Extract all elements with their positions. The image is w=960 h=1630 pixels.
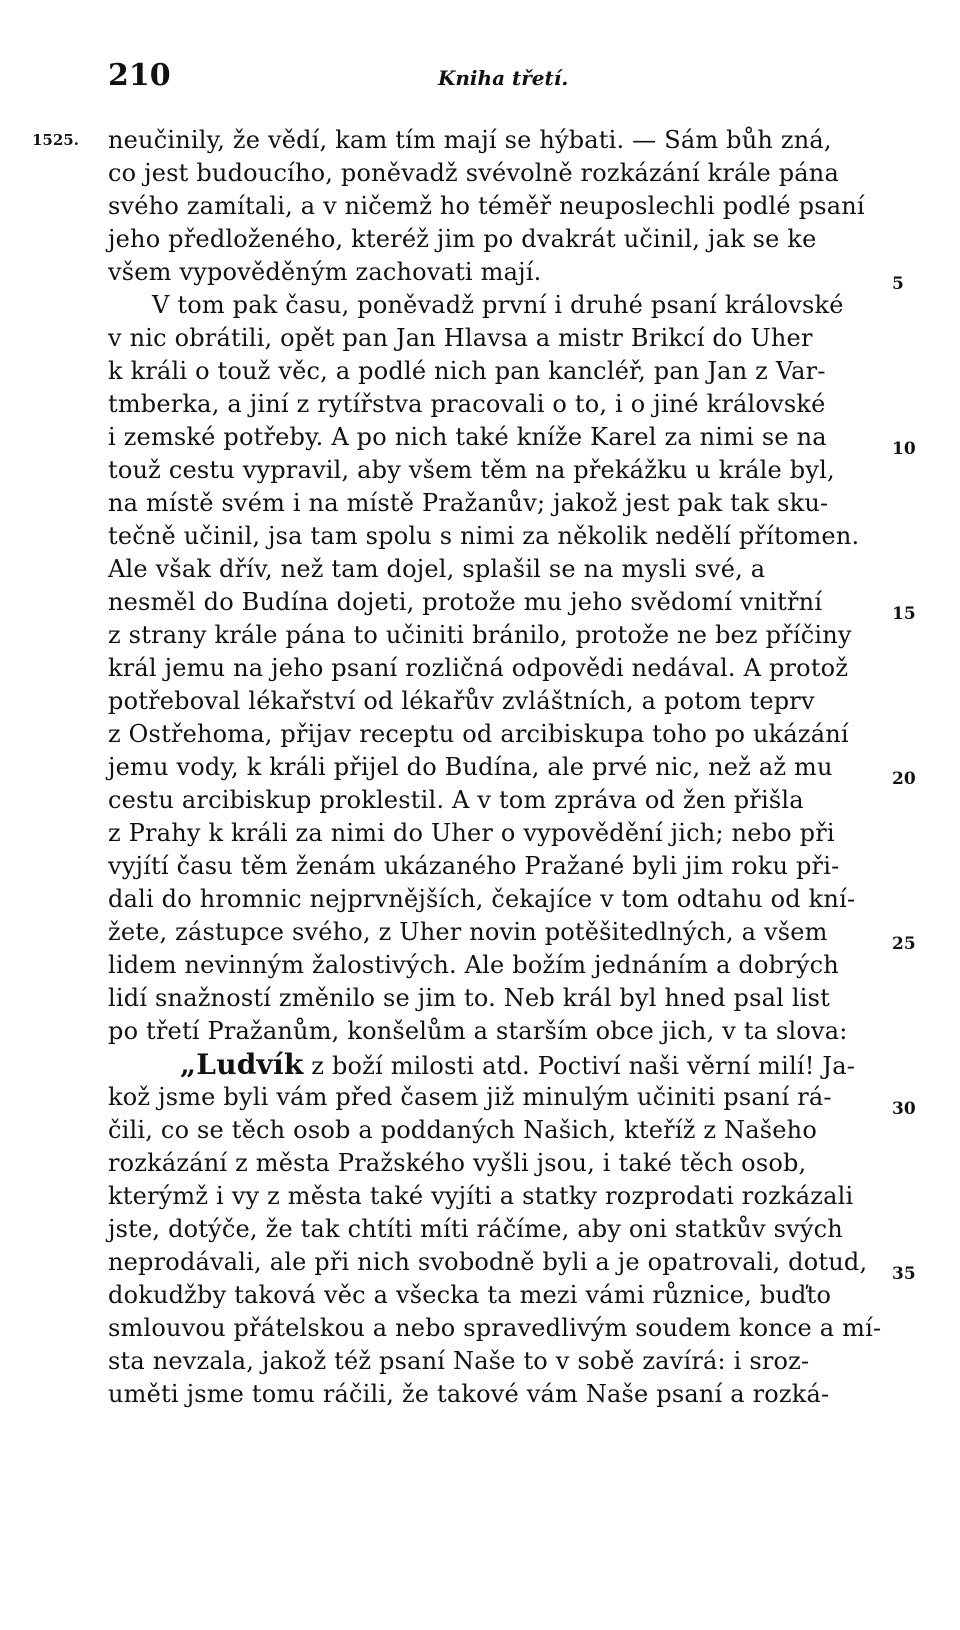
line-marker: 35 [892,1264,916,1284]
text-line: lidem nevinným žalostivých. Ale božím jednáním a dobrých [108,951,839,979]
line-marker: 25 [892,934,916,954]
text-line: z Ostřehoma, přijav receptu od arcibiskupa toho po ukázání [108,720,849,748]
page-header [108,58,880,98]
text-line: lidí snažností změnilo se jim to. Neb král byl hned psal list [108,984,830,1012]
text-line: cestu arcibiskup proklestil. A v tom zpráva od žen přišla [108,786,804,814]
text-line: kož jsme byli vám před časem již minulým učiniti psaní rá- [108,1083,832,1111]
text-line: uměti jsme tomu ráčili, že takové vám Naše psaní a rozká- [108,1380,830,1408]
text-line: i zemské potřeby. A po nich také kníže Karel za nimi se na [108,423,827,451]
line-marker: 15 [892,604,916,624]
margin-year: 1525. [32,131,79,149]
text-line: z Prahy k králi za nimi do Uher o vypovědění jich; nebo při [108,819,835,847]
text-line: neučinily, že vědí, kam tím mají se hýbati. — Sám bůh zná, [108,126,832,154]
text-line: v nic obrátili, opět pan Jan Hlavsa a mistr Brikcí do Uher [108,324,813,352]
letter-opening: „Ludvík [180,1048,304,1081]
running-title: Kniha třetí. [438,66,569,90]
text-line: jemu vody, k králi přijel do Budína, ale prvé nic, než až mu [108,753,833,781]
line-marker: 10 [892,439,916,459]
text-line: nesměl do Budína dojeti, protože mu jeho svědomí vnitřní [108,588,823,616]
text-line: rozkázání z města Pražského vyšli jsou, i také těch osob, [108,1149,807,1177]
text-line: dali do hromnic nejprvnějších, čekajíce v tom odtahu od kní- [108,885,856,913]
text-line: tmberka, a jiní z rytířstva pracovali o to, i o jiné královské [108,390,826,418]
text-line: kterýmž i vy z města také vyjíti a statky rozprodati rozkázali [108,1182,854,1210]
text-line: jste, dotýče, že tak chtíti míti ráčíme, aby oni statkův svých [108,1215,843,1243]
letter-first-line [108,1048,880,1081]
text-line: vyjítí času těm ženám ukázaného Pražané byli jim roku při- [108,852,840,880]
text-line: neprodávali, ale při nich svobodně byli a je opatrovali, dotud, [108,1248,868,1276]
text-line: z strany krále pána to učiniti bránilo, protože ne bez příčiny [108,621,852,649]
text-line: žete, zástupce svého, z Uher novin potěšitedlných, a všem [108,918,828,946]
text-line: po třetí Pražanům, konšelům a starším obce jich, v ta slova: [108,1017,848,1045]
line-marker: 30 [892,1099,916,1119]
page-number: 210 [108,58,171,93]
text-line: smlouvou přátelskou a nebo spravedlivým soudem konce a mí- [108,1314,882,1342]
text-line: V tom pak času, poněvadž první i druhé psaní královské [152,291,844,319]
line-marker: 5 [892,274,904,294]
text-line: čili, co se těch osob a poddaných Našich, kteříž z Našeho [108,1116,817,1144]
text-line: tečně učinil, jsa tam spolu s nimi za několik nedělí přítomen. [108,522,860,550]
text-line: jeho předloženého, kteréž jim po dvakrát učinil, jak se ke [108,225,817,253]
text-line: co jest budoucího, poněvadž svévolně rozkázání krále pána [108,159,839,187]
text-line: dokudžby taková věc a všecka ta mezi vámi různice, buďto [108,1281,832,1309]
text-line: král jemu na jeho psaní rozličná odpovědi nedával. A protož [108,654,849,682]
text-line: touž cestu vypravil, aby všem těm na překážku u krále byl, [108,456,835,484]
text-line: z boží milosti atd. Poctiví naši věrní milí! Ja- [311,1052,856,1080]
text-line: potřeboval lékařství od lékařův zvláštních, a potom teprv [108,687,815,715]
text-line: sta nevzala, jakož též psaní Naše to v sobě zavírá: i sroz- [108,1347,810,1375]
text-line: k králi o touž věc, a podlé nich pan kancléř, pan Jan z Var- [108,357,826,385]
text-line: svého zamítali, a v ničemž ho téměř neuposlechli podlé psaní [108,192,865,220]
text-line: na místě svém i na místě Pražanův; jakož jest pak tak sku- [108,489,829,517]
text-line: všem vypověděným zachovati mají. [108,258,542,286]
line-marker: 20 [892,769,916,789]
text-line: Ale však dřív, než tam dojel, splašil se na mysli své, a [108,555,766,583]
